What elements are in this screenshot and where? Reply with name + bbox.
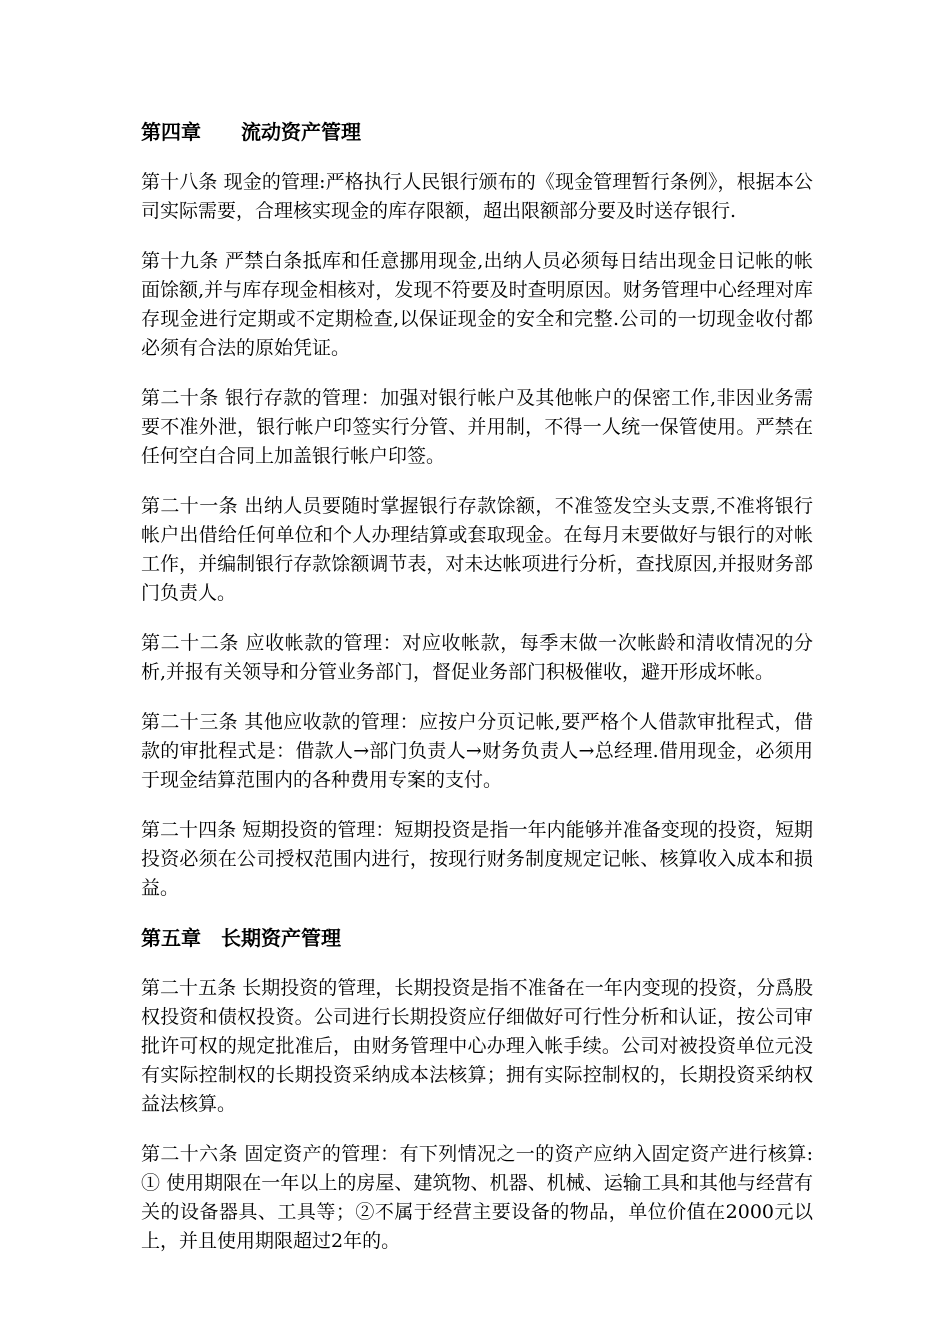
article-24: 第二十四条 短期投资的管理：短期投资是指一年内能够并准备变现的投资，短期投资必须在公司授权范围内进行，按现行财务制度规定记帐、核算收入成本和损益。 [141, 819, 813, 899]
chapter-5-heading: 第五章 长期资产管理 [141, 926, 341, 950]
article-22: 第二十二条 应收帐款的管理：对应收帐款，每季末做一次帐龄和清收情况的分析,并报有关领导和分管业务部门，督促业务部门积极催收，避开形成坏帐。 [141, 632, 813, 683]
article-18: 第十八条 现金的管理:严格执行人民银行颁布的《现金管理暂行条例》，根据本公司实际需要，合理核实现金的库存限额，超出限额部分要及时送存银行. [141, 171, 813, 222]
chapter-4-heading: 第四章 流动资产管理 [141, 120, 361, 144]
article-19: 第十九条 严禁白条抵库和任意挪用现金,出纳人员必须每日结出现金日记帐的帐面馀额,并与库存现金相核对，发现不符要及时查明原因。财务管理中心经理对库存现金进行定期或不定期检查,以保证现金的安全和完整.公司的一切现金收付都必须有合法的原始凭证。 [141, 250, 813, 359]
article-25: 第二十五条 长期投资的管理，长期投资是指不准备在一年内变现的投资，分爲股权投资和债权投资。公司进行长期投资应仔细做好可行性分析和认证，按公司审批许可权的规定批准后，由财务管理中心办理入帐手续。公司对被投资单位元没有实际控制权的长期投资采纳成本法核算；拥有实际控制权的，长期投资采纳权益法核算。 [141, 977, 813, 1115]
article-23: 第二十三条 其他应收款的管理：应按户分页记帐,要严格个人借款审批程式，借款的审批程式是：借款人→部门负责人→财务负责人→总经理.借用现金，必须用于现金结算范围内的各种费用专案的支付。 [141, 711, 813, 791]
article-26: 第二十六条 固定资产的管理：有下列情况之一的资产应纳入固定资产进行核算:① 使用期限在一年以上的房屋、建筑物、机器、机械、运输工具和其他与经营有关的设备器具、工具等；②不属于经营主要设备的物品，单位价值在2000元以上，并且使用期限超过2年的。 [141, 1143, 813, 1252]
article-20: 第二十条 银行存款的管理：加强对银行帐户及其他帐户的保密工作,非因业务需要不准外泄，银行帐户印签实行分管、并用制，不得一人统一保管使用。严禁在任何空白合同上加盖银行帐户印签。 [141, 387, 813, 467]
document-page [141, 118, 813, 1277]
article-21: 第二十一条 出纳人员要随时掌握银行存款馀额，不准签发空头支票,不准将银行帐户出借给任何单位和个人办理结算或套取现金。在每月末要做好与银行的对帐工作，并编制银行存款馀额调节表，对未达帐项进行分析，查找原因,并报财务部门负责人。 [141, 495, 813, 604]
